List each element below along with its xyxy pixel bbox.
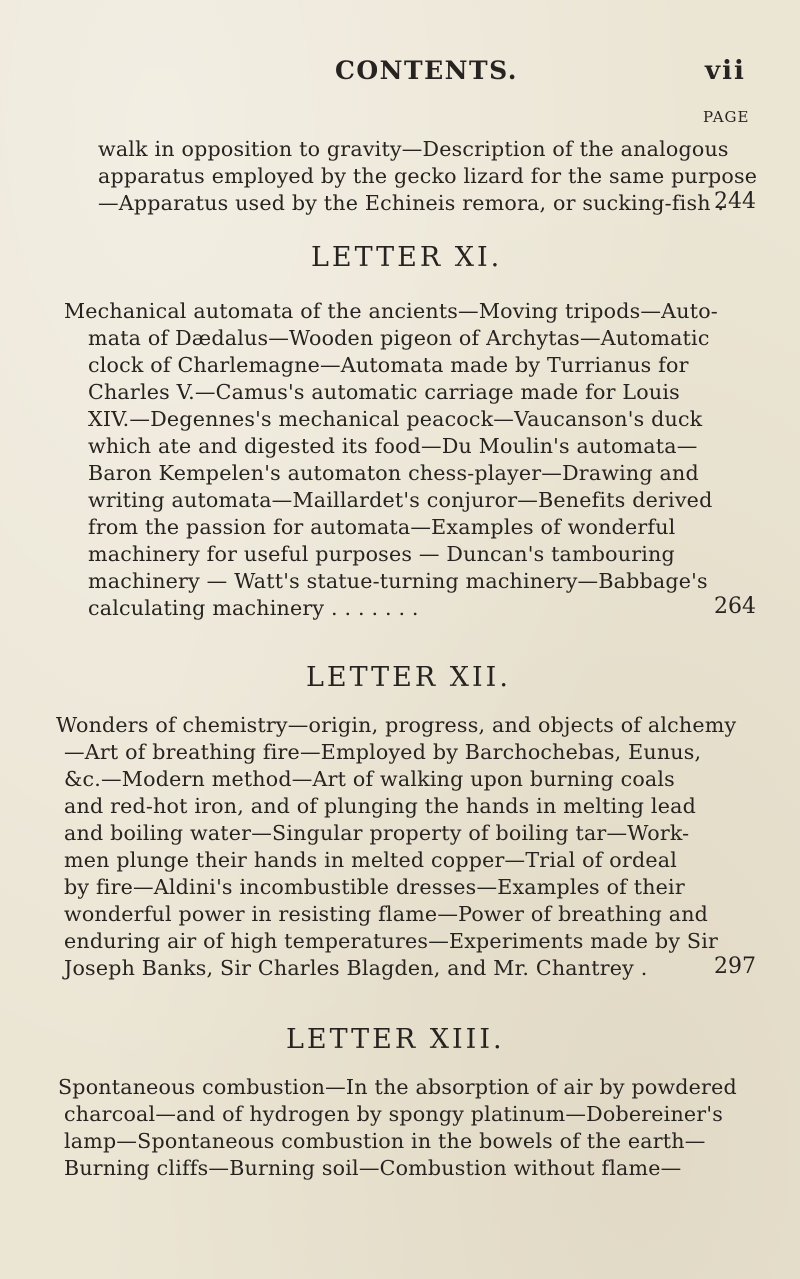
entry-line: machinery for useful purposes — Duncan's tambouring xyxy=(88,542,675,566)
entry-line: which ate and digested its food—Du Moulin's automata— xyxy=(88,434,698,458)
entry-line: Charles V.—Camus's automatic carriage made for Louis xyxy=(88,380,680,404)
entry-line: enduring air of high temperatures—Experiments made by Sir xyxy=(64,929,719,953)
entry-line: —Apparatus used by the Echineis remora, or sucking-fish . xyxy=(98,191,725,215)
entry-line: wonderful power in resisting flame—Power of breathing and xyxy=(64,902,709,926)
page-column-label: PAGE xyxy=(703,108,750,126)
entry-line: Joseph Banks, Sir Charles Blagden, and Mr. Chantrey . xyxy=(64,956,648,980)
running-head-title: CONTENTS. xyxy=(335,56,519,85)
entry-line: Wonders of chemistry—origin, progress, and objects of alchemy xyxy=(56,713,737,737)
page-number: 264 xyxy=(714,594,756,619)
entry-line: machinery — Watt's statue-turning machinery—Babbage's xyxy=(88,569,708,593)
folio-number: vii xyxy=(705,56,746,86)
entry-line: &c.—Modern method—Art of walking upon burning coals xyxy=(64,767,675,791)
page-number: 244 xyxy=(714,189,756,214)
entry-line: and red-hot iron, and of plunging the hands in melting lead xyxy=(64,794,696,818)
entry-line: apparatus employed by the gecko lizard for the same purpose xyxy=(98,164,758,188)
entry-line: by fire—Aldini's incombustible dresses—Examples of their xyxy=(64,875,685,899)
entry-line: charcoal—and of hydrogen by spongy platinum—Dobereiner's xyxy=(64,1102,723,1126)
entry-line: mata of Dædalus—Wooden pigeon of Archytas—Automatic xyxy=(88,326,710,350)
entry-line: Spontaneous combustion—In the absorption of air by powdered xyxy=(58,1075,737,1099)
entry-line: walk in opposition to gravity—Description of the analogous xyxy=(98,137,729,161)
letter-heading: LETTER XI. xyxy=(311,242,503,273)
entry-line: —Art of breathing fire—Employed by Barchochebas, Eunus, xyxy=(64,740,702,764)
page-number: 297 xyxy=(714,954,756,979)
entry-line: XIV.—Degennes's mechanical peacock—Vaucanson's duck xyxy=(88,407,703,431)
entry-line: clock of Charlemagne—Automata made by Turrianus for xyxy=(88,353,689,377)
entry-line: and boiling water—Singular property of boiling tar—Work- xyxy=(64,821,690,845)
letter-heading: LETTER XIII. xyxy=(286,1024,505,1055)
entry-line: lamp—Spontaneous combustion in the bowels of the earth— xyxy=(64,1129,706,1153)
entry-line: Baron Kempelen's automaton chess-player—Drawing and xyxy=(88,461,699,485)
entry-line: calculating machinery . . . . . . . xyxy=(88,596,419,620)
letter-heading: LETTER XII. xyxy=(306,662,511,693)
running-head xyxy=(0,56,800,86)
entry-line: Mechanical automata of the ancients—Moving tripods—Auto- xyxy=(64,299,718,323)
entry-line: from the passion for automata—Examples of wonderful xyxy=(88,515,676,539)
entry-line: men plunge their hands in melted copper—Trial of ordeal xyxy=(64,848,677,872)
entry-line: writing automata—Maillardet's conjuror—Benefits derived xyxy=(88,488,713,512)
entry-line: Burning cliffs—Burning soil—Combustion without flame— xyxy=(64,1156,682,1180)
